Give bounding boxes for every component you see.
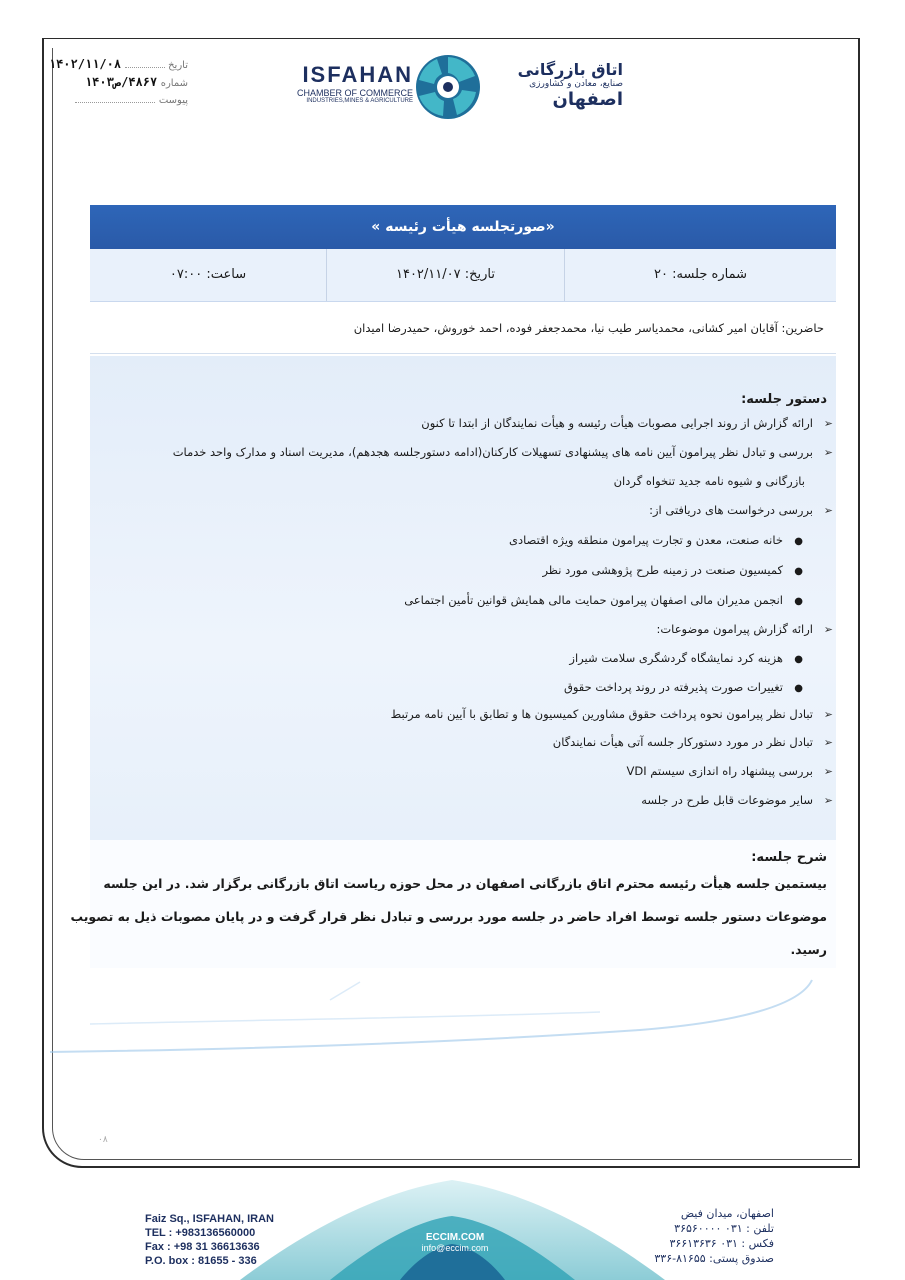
footer-tel-en: TEL : +983136560000 <box>145 1227 256 1239</box>
dot-bullet-icon: ● <box>794 654 803 665</box>
logo-fa-line3: اصفهان <box>552 89 623 110</box>
agenda-item-continuation: بازرگانی و شیوه نامه جدید تنخواه گردان <box>613 474 805 488</box>
footer-web <box>405 1232 505 1253</box>
arrow-bullet-icon: ➢ <box>823 736 833 749</box>
summary-title: شرح جلسه: <box>751 850 827 865</box>
logo-fa-line2: صنایع، معادن و کشاورزی <box>529 79 623 89</box>
agenda-subitem: ●کمیسیون صنعت در زمینه طرح پژوهشی مورد نظر <box>542 563 803 577</box>
logo-fa-line1: اتاق بازرگانی <box>517 60 623 79</box>
dot-bullet-icon: ● <box>794 536 803 547</box>
number-label: شماره <box>160 78 188 89</box>
footer-address-en: Faiz Sq., ISFAHAN, IRAN <box>145 1213 274 1225</box>
number-value: ۴۸۶۷/ص۱۴۰۳ <box>84 75 158 89</box>
summary-line: موضوعات دستور جلسه توسط افراد حاضر در جلسه مورد بررسی و تبادل نظر قرار گرفت و در پایان مصوبات ذیل به تصویب <box>70 909 827 924</box>
agenda-item: ➢سایر موضوعات قابل طرح در جلسه <box>641 793 833 807</box>
footer-email[interactable]: info@eccim.com <box>421 1243 489 1253</box>
footer-tel-fa: تلفن : ۰۳۱ ۳۶۵۶۰۰۰۰ <box>674 1222 774 1235</box>
footer-fax-fa: فکس : ۰۳۱ ۳۶۶۱۳۶۳۶ <box>669 1237 774 1250</box>
attendees: حاضرین: آقایان امیر کشانی، محمدیاسر طیب نیا، محمدجعفر فوده، احمد خوروش، حمیدرضا امیدان <box>90 302 836 354</box>
date-line <box>48 55 188 73</box>
dot-bullet-icon: ● <box>794 566 803 577</box>
agenda-subitem: ●تغییرات صورت پذیرفته در روند پرداخت حقوق <box>563 680 803 694</box>
arrow-bullet-icon: ➢ <box>823 708 833 721</box>
minutes-title: «صورتجلسه هیأت رئیسه » <box>90 205 836 249</box>
session-time: ساعت: ۰۷:۰۰ <box>169 267 247 282</box>
agenda-item: ➢تبادل نظر در مورد دستورکار جلسه آتی هیأت نمایندگان <box>552 735 833 749</box>
agenda-item: ➢بررسی درخواست های دریافتی از: <box>649 503 833 517</box>
chamber-logo <box>283 52 628 118</box>
letter-meta <box>48 55 188 109</box>
page-mark: ۰۸ <box>98 1135 108 1145</box>
arrow-bullet-icon: ➢ <box>823 504 833 517</box>
footer-contact-en <box>145 1212 274 1268</box>
arrow-bullet-icon: ➢ <box>823 623 833 636</box>
arrow-bullet-icon: ➢ <box>823 417 833 430</box>
agenda-subitem: ●انجمن مدیران مالی اصفهان پیرامون حمایت مالی همایش قوانین تأمین اجتماعی <box>404 593 803 607</box>
arrow-bullet-icon: ➢ <box>823 794 833 807</box>
agenda-item: ➢بررسی و تبادل نظر پیرامون آیین نامه های پیشنهادی تسهیلات کارکنان(ادامه دستورجلسه هجدهم)، مدیریت اسناد و مدارک واحد خدمات <box>172 445 833 459</box>
chamber-emblem-icon <box>413 52 483 122</box>
logo-english <box>283 62 413 104</box>
agenda-item: ➢تبادل نظر پیرامون نحوه پرداخت حقوق مشاورین کمیسیون ها و تطابق با آیین نامه مرتبط <box>390 707 833 721</box>
agenda-item: ➢بررسی پیشنهاد راه اندازی سیستم VDI <box>626 764 833 778</box>
date-label: تاریخ <box>168 60 188 71</box>
footer-fax-en: Fax : +98 31 36613636 <box>145 1241 260 1253</box>
session-info-row <box>90 249 836 302</box>
agenda-item: ➢ارائه گزارش پیرامون موضوعات: <box>656 622 833 636</box>
footer-pobox-en: P.O. box : 81655 - 336 <box>145 1255 257 1267</box>
dot-bullet-icon: ● <box>794 596 803 607</box>
logo-en-name: ISFAHAN <box>302 62 413 87</box>
logo-en-line2: INDUSTRIES,MINES & AGRICULTURE <box>306 98 413 104</box>
pen-scribble <box>0 960 905 1080</box>
logo-persian <box>488 60 623 110</box>
arrow-bullet-icon: ➢ <box>823 765 833 778</box>
date-value: ۱۴۰۲/۱۱/۰۸ <box>48 57 122 71</box>
arrow-bullet-icon: ➢ <box>823 446 833 459</box>
number-line <box>58 73 188 91</box>
session-number: شماره جلسه: ۲۰ <box>654 267 747 282</box>
agenda-title: دستور جلسه: <box>741 392 827 407</box>
footer-address-fa: اصفهان، میدان فیض <box>680 1207 774 1220</box>
dot-bullet-icon: ● <box>794 683 803 694</box>
session-date: تاریخ: ۱۴۰۲/۱۱/۰۷ <box>395 267 495 282</box>
footer-website[interactable]: ECCIM.COM <box>425 1232 485 1243</box>
agenda-subitem: ●هزینه کرد نمایشگاه گردشگری سلامت شیراز <box>569 651 803 665</box>
logo-en-line1: CHAMBER OF COMMERCE <box>296 88 413 98</box>
summary-line: رسید. <box>790 942 827 957</box>
attachment-label: پیوست <box>158 95 188 106</box>
attachment-line <box>58 91 188 109</box>
summary-section <box>90 840 836 968</box>
summary-line: بیستمین جلسه هیأت رئیسه محترم اتاق بازرگانی اصفهان در محل حوزه ریاست اتاق بازرگانی برگزار شد. در این جلسه <box>103 876 827 891</box>
agenda-subitem: ●خانه صنعت، معدن و تجارت پیرامون منطقه ویژه اقتصادی <box>509 533 803 547</box>
footer-pobox-fa: صندوق پستی: ۸۱۶۵۵-۳۳۶ <box>654 1252 774 1265</box>
footer-contact-fa <box>624 1206 774 1266</box>
agenda-item: ➢ارائه گزارش از روند اجرایی مصوبات هیأت رئیسه و هیأت نمایندگان از ابتدا تا کنون <box>421 416 833 430</box>
